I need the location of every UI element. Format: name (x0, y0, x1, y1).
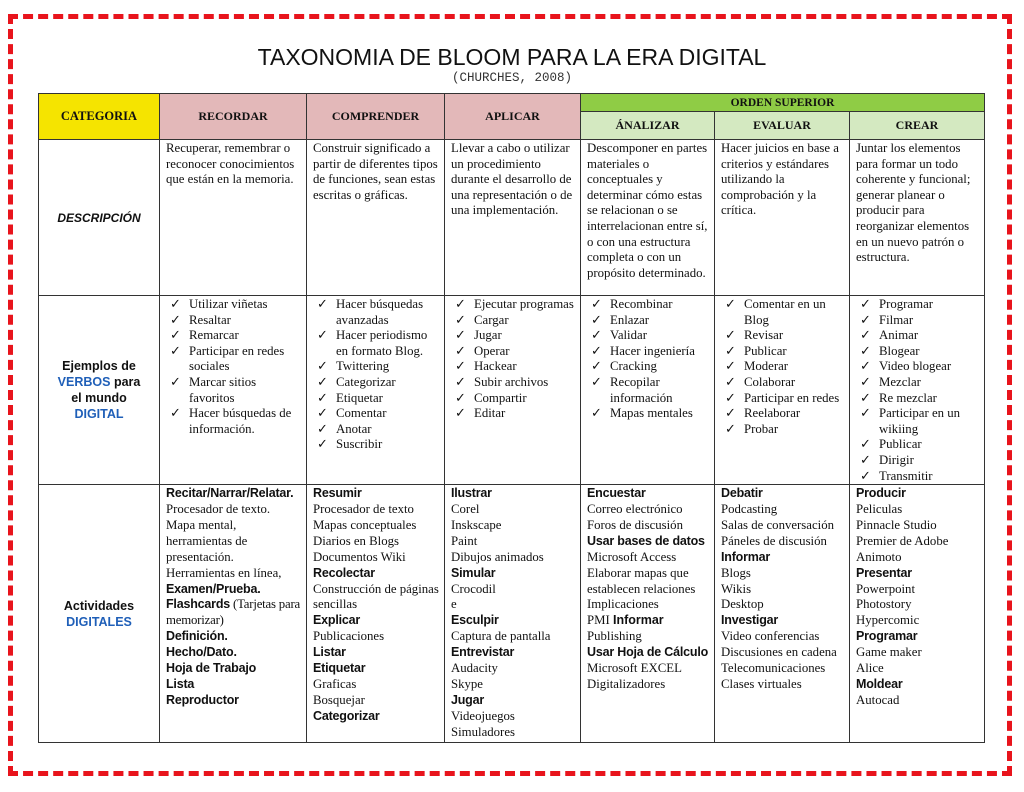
activity-heading: Hecho/Dato. (166, 645, 237, 660)
activity-tool: Animoto (856, 549, 902, 564)
verbs-aplicar (445, 296, 581, 485)
activity-tool: Video conferencias (721, 629, 820, 644)
verb-item (313, 422, 440, 438)
activities-recordar (160, 485, 307, 743)
check-icon: ✓ (725, 390, 736, 405)
check-icon: ✓ (860, 406, 871, 421)
verb-item (856, 375, 980, 391)
verb-item (856, 297, 980, 313)
verb-text: Jugar (474, 328, 502, 343)
activity-tool: Corel (451, 502, 480, 517)
verb-item (587, 375, 710, 406)
desc-analizar: Descomponer en partes materiales o conceptuales y determinar cómo estas se relacionan o se interrelacionan entre sí, o con una estructura completa o con un propósito determinado. (581, 140, 715, 296)
desc-aplicar: Llevar a cabo o utilizar un procedimiento durante el desarrollo de una representación o de una implementación. (445, 140, 581, 296)
check-icon: ✓ (317, 421, 328, 436)
activity-tool: Audacity (451, 661, 498, 676)
activity-tool: Clases virtuales (721, 677, 802, 691)
check-icon: ✓ (317, 359, 328, 374)
check-icon: ✓ (591, 406, 602, 421)
check-icon: ✓ (317, 390, 328, 405)
activity-heading: Ilustrar (451, 486, 492, 501)
check-icon: ✓ (860, 328, 871, 343)
activity-tool: Procesador de texto. (166, 502, 271, 517)
check-icon: ✓ (860, 390, 871, 405)
header-evaluar: EVALUAR (715, 112, 850, 140)
verb-text: Animar (879, 328, 919, 343)
ejemplos-label-para: para (113, 375, 141, 390)
verb-text: Revisar (744, 328, 784, 343)
verb-item (451, 313, 576, 329)
check-icon: ✓ (455, 359, 466, 374)
activity-tool: Telecomunicaciones (721, 661, 826, 676)
verb-text: Etiquetar (336, 390, 383, 405)
activity-tool: Microsoft Access (587, 549, 677, 564)
activity-tool: Procesador de texto (313, 502, 414, 517)
verb-item (587, 313, 710, 329)
check-icon: ✓ (860, 343, 871, 358)
verb-text: Re mezclar (879, 390, 937, 405)
activity-tool: Documentos Wiki (313, 549, 406, 564)
activities-crear (850, 485, 985, 743)
activity-heading: Categorizar (313, 708, 380, 723)
verb-item (587, 328, 710, 344)
activity-tool: Powerpoint (856, 581, 916, 596)
verb-item (587, 344, 710, 360)
check-icon: ✓ (591, 297, 602, 311)
verb-text: Hacer ingeniería (610, 343, 695, 358)
activity-tool: Foros de discusión (587, 517, 683, 532)
header-recordar: RECORDAR (160, 94, 307, 140)
verb-item (166, 328, 302, 344)
header-categoria: CATEGORIA (39, 94, 160, 140)
activity-tool: Diarios en Blogs (313, 533, 400, 548)
check-icon: ✓ (591, 359, 602, 374)
verb-text: Publicar (879, 437, 922, 452)
verb-item (451, 406, 576, 422)
check-icon: ✓ (317, 406, 328, 421)
verb-text: Comentar en un Blog (744, 297, 826, 327)
verb-text: Hacer búsquedas de información. (189, 406, 292, 436)
check-icon: ✓ (725, 328, 736, 343)
verb-item (721, 344, 845, 360)
verb-item (451, 297, 576, 313)
activities-evaluar (715, 485, 850, 743)
bloom-taxonomy-table (38, 93, 985, 743)
activity-tool: Publishing (587, 629, 642, 644)
desc-recordar: Recuperar, remembrar o reconocer conocimientos que están en la memoria. (160, 140, 307, 296)
activity-tool: Construcción de páginas sencillas (313, 581, 439, 612)
verb-text: Mezclar (879, 374, 921, 389)
verb-item (166, 375, 302, 406)
activity-heading: Producir (856, 486, 906, 501)
check-icon: ✓ (725, 406, 736, 421)
verb-item (313, 391, 440, 407)
activity-tool: Microsoft EXCEL (587, 661, 682, 676)
activity-tool: Simuladores (451, 724, 515, 739)
check-icon: ✓ (317, 328, 328, 343)
verb-item (313, 297, 440, 328)
activity-heading: Flashcards (Tarjetas para memorizar) (166, 597, 301, 628)
verb-text: Hacer periodismo en formato Blog. (336, 328, 428, 358)
verb-text: Participar en un wikiing (879, 406, 961, 436)
activity-heading: Recitar/Narrar/Relatar. (166, 486, 294, 501)
check-icon: ✓ (860, 437, 871, 452)
verb-item (166, 344, 302, 375)
activity-tool: Publicaciones (313, 629, 385, 644)
check-icon: ✓ (725, 359, 736, 374)
activity-tool: Graficas (313, 677, 357, 691)
activity-heading: Explicar (313, 613, 361, 628)
verb-text: Resaltar (189, 312, 231, 327)
activity-tool: Paint (451, 533, 478, 548)
activity-tool: Captura de pantalla (451, 629, 551, 644)
activity-tool: Correo electrónico (587, 502, 683, 517)
verbs-analizar (581, 296, 715, 485)
verb-item (451, 391, 576, 407)
page-subtitle: (CHURCHES, 2008) (451, 71, 573, 85)
activity-heading: Jugar (451, 692, 485, 707)
verb-item (313, 375, 440, 391)
activity-heading: Usar Hoja de Cálculo (587, 645, 709, 660)
check-icon: ✓ (455, 406, 466, 421)
activity-heading: Reproductor (166, 692, 239, 707)
activity-tool: Dibujos animados (451, 549, 544, 564)
verb-item (856, 359, 980, 375)
verb-text: Mapas mentales (610, 406, 693, 421)
verb-text: Recopilar información (610, 374, 673, 405)
activity-heading: Hoja de Trabajo (166, 661, 257, 676)
row-label-actividades (39, 485, 160, 743)
verb-text: Utilizar viñetas (189, 297, 268, 311)
verb-text: Compartir (474, 390, 527, 405)
header-aplicar: APLICAR (445, 94, 581, 140)
activity-note: (Tarjetas para memorizar) (166, 597, 301, 628)
activity-tool: Implicaciones (587, 597, 659, 612)
verb-text: Hacer búsquedas avanzadas (336, 297, 424, 327)
activity-tool: Skype (451, 677, 483, 691)
activity-heading: Esculpir (451, 613, 499, 628)
check-icon: ✓ (860, 312, 871, 327)
activity-tool: Peliculas (856, 502, 903, 517)
verbs-crear (850, 296, 985, 485)
verb-item (313, 359, 440, 375)
verb-item (313, 437, 440, 453)
verb-text: Anotar (336, 421, 372, 436)
activity-heading: Simular (451, 565, 496, 580)
check-icon: ✓ (455, 328, 466, 343)
verb-text: Publicar (744, 343, 787, 358)
verb-text: Validar (610, 328, 647, 343)
actividades-label-1: Actividades (63, 598, 135, 613)
activity-tool: Páneles de discusión (721, 533, 827, 548)
verb-text: Hackear (474, 359, 517, 374)
activity-heading: Definición. (166, 629, 228, 644)
check-icon: ✓ (860, 452, 871, 467)
verbs-evaluar (715, 296, 850, 485)
activity-tool: Bosquejar (313, 692, 365, 707)
activity-tool: Elaborar mapas que establecen relaciones (587, 565, 696, 596)
activity-tool: Crocodil (451, 581, 496, 596)
activity-heading: Informar (612, 613, 664, 628)
verb-item (856, 453, 980, 469)
activity-tool: Salas de conversación (721, 517, 834, 532)
activity-heading: Presentar (856, 565, 912, 580)
activity-heading: Moldear (856, 677, 903, 691)
ejemplos-label-digital: DIGITAL (74, 407, 124, 422)
activity-heading: Etiquetar (313, 661, 366, 676)
check-icon: ✓ (725, 374, 736, 389)
activity-tool: Hypercomic (856, 613, 920, 628)
activity-heading: Programar (856, 629, 918, 644)
ejemplos-label-verbos: VERBOS (57, 375, 111, 390)
verb-item (856, 328, 980, 344)
activity-tool: Desktop (721, 597, 764, 612)
ejemplos-label-mundo: el mundo (71, 391, 127, 406)
activity-tool: Premier de Adobe (856, 533, 949, 548)
activity-heading: Entrevistar (451, 645, 515, 660)
activity-tool: Blogs (721, 565, 751, 580)
verb-item (856, 391, 980, 407)
verb-item (856, 406, 980, 437)
check-icon: ✓ (591, 374, 602, 389)
actividades-label-digitales: DIGITALES (66, 614, 132, 629)
activity-heading: Listar (313, 645, 346, 660)
activity-heading: Investigar (721, 613, 779, 628)
verb-text: Reelaborar (744, 406, 801, 421)
check-icon: ✓ (170, 374, 181, 389)
verb-text: Dirigir (879, 452, 914, 467)
check-icon: ✓ (860, 359, 871, 374)
check-icon: ✓ (725, 297, 736, 311)
verb-text: Video blogear (879, 359, 952, 374)
activity-tool: Herramientas en línea, (166, 565, 282, 580)
verb-item (721, 297, 845, 328)
activity-heading: Resumir (313, 486, 362, 501)
verb-text: Enlazar (610, 312, 650, 327)
verb-item (721, 391, 845, 407)
verb-text: Marcar sitios favoritos (189, 374, 257, 405)
row-ejemplos (39, 296, 985, 485)
verb-text: Remarcar (189, 328, 239, 343)
activity-tool: e (451, 597, 457, 612)
verb-text: Moderar (744, 359, 789, 374)
verb-text: Cargar (474, 312, 509, 327)
activity-heading: Usar bases de datos (587, 533, 705, 548)
check-icon: ✓ (591, 328, 602, 343)
activity-tool: PMI Informar (587, 613, 664, 628)
activities-aplicar (445, 485, 581, 743)
verb-text: Cracking (610, 359, 657, 374)
verb-item (721, 422, 845, 438)
row-label-descripcion: DESCRIPCIÓN (39, 140, 160, 296)
header-orden-superior: ORDEN SUPERIOR (581, 94, 985, 112)
activity-tool: Inskscape (451, 517, 502, 532)
check-icon: ✓ (455, 374, 466, 389)
verbs-comprender (307, 296, 445, 485)
check-icon: ✓ (317, 374, 328, 389)
verb-item (166, 297, 302, 313)
verb-item (451, 359, 576, 375)
verb-item (856, 313, 980, 329)
activities-analizar (581, 485, 715, 743)
row-label-ejemplos (39, 296, 160, 485)
activity-tool: Videojuegos (451, 708, 515, 723)
verb-text: Comentar (336, 406, 387, 421)
verb-text: Twittering (336, 359, 390, 374)
check-icon: ✓ (317, 297, 328, 311)
check-icon: ✓ (591, 312, 602, 327)
verb-item (166, 313, 302, 329)
check-icon: ✓ (860, 374, 871, 389)
header-analizar: ÁNALIZAR (581, 112, 715, 140)
check-icon: ✓ (860, 297, 871, 311)
activity-heading: Informar (721, 549, 771, 564)
verb-text: Operar (474, 343, 510, 358)
activity-tool: Pinnacle Studio (856, 517, 937, 532)
verb-text: Transmitir (879, 468, 933, 483)
activity-tool: Discusiones en cadena (721, 645, 837, 660)
verb-item (721, 359, 845, 375)
check-icon: ✓ (170, 406, 181, 421)
page-title: TAXONOMIA DE BLOOM PARA LA ERA DIGITAL (257, 44, 767, 70)
verb-text: Participar en redes sociales (189, 343, 285, 374)
verb-item (313, 406, 440, 422)
check-icon: ✓ (591, 343, 602, 358)
verb-item (721, 375, 845, 391)
verb-text: Subir archivos (474, 374, 549, 389)
check-icon: ✓ (170, 312, 181, 327)
verb-item (856, 344, 980, 360)
verb-item (451, 344, 576, 360)
verb-text: Programar (879, 297, 934, 311)
header-crear: CREAR (850, 112, 985, 140)
verb-item (313, 328, 440, 359)
check-icon: ✓ (860, 468, 871, 483)
verb-text: Participar en redes (744, 390, 840, 405)
row-descripcion (39, 140, 985, 296)
check-icon: ✓ (170, 343, 181, 358)
verb-text: Categorizar (336, 374, 396, 389)
verb-item (856, 469, 980, 485)
check-icon: ✓ (455, 312, 466, 327)
verb-text: Probar (744, 421, 779, 436)
check-icon: ✓ (455, 297, 466, 311)
check-icon: ✓ (317, 437, 328, 452)
desc-evaluar: Hacer juicios en base a criterios y estándares utilizando la comprobación y la crítica. (715, 140, 850, 296)
desc-comprender: Construir significado a partir de diferentes tipos de funciones, sean estas escritas o gráficas. (307, 140, 445, 296)
check-icon: ✓ (455, 343, 466, 358)
check-icon: ✓ (170, 328, 181, 343)
activity-tool: Mapas conceptuales (313, 517, 417, 532)
activity-tool: Autocad (856, 692, 900, 707)
activity-tool: Game maker (856, 645, 922, 660)
verb-item (721, 328, 845, 344)
activity-heading: Examen/Prueba. (166, 581, 261, 596)
activity-heading: Debatir (721, 486, 763, 501)
check-icon: ✓ (725, 421, 736, 436)
verb-item (587, 297, 710, 313)
verb-text: Editar (474, 406, 506, 421)
verb-text: Ejecutar programas (474, 297, 574, 311)
activities-comprender (307, 485, 445, 743)
activity-heading: Lista (166, 677, 195, 691)
verb-text: Colaborar (744, 374, 796, 389)
header-comprender: COMPRENDER (307, 94, 445, 140)
verb-item (721, 406, 845, 422)
check-icon: ✓ (170, 297, 181, 311)
verb-text: Filmar (879, 312, 914, 327)
activity-tool: Photostory (856, 597, 912, 612)
activity-heading: Recolectar (313, 565, 375, 580)
verb-item (587, 406, 710, 422)
ejemplos-label-1: Ejemplos de (62, 359, 136, 374)
verb-item (451, 328, 576, 344)
verb-text: Recombinar (610, 297, 673, 311)
activity-tool: Digitalizadores (587, 677, 666, 691)
check-icon: ✓ (725, 343, 736, 358)
verb-text: Suscribir (336, 437, 383, 452)
verb-item (166, 406, 302, 437)
verbs-recordar (160, 296, 307, 485)
activity-tool: Mapa mental, herramientas de presentación. (166, 517, 248, 564)
verb-item (587, 359, 710, 375)
desc-crear: Juntar los elementos para formar un todo coherente y funcional; generar planear o producir para reorganizar elementos en un nuevo patrón o estructura. (850, 140, 985, 296)
activity-tool: Wikis (721, 581, 752, 596)
verb-item (451, 375, 576, 391)
row-actividades (39, 485, 985, 743)
activity-heading: Encuestar (587, 486, 646, 501)
verb-item (856, 437, 980, 453)
verb-text: Blogear (879, 343, 920, 358)
check-icon: ✓ (455, 390, 466, 405)
activity-tool: Podcasting (721, 502, 778, 517)
activity-tool: Alice (856, 661, 884, 676)
